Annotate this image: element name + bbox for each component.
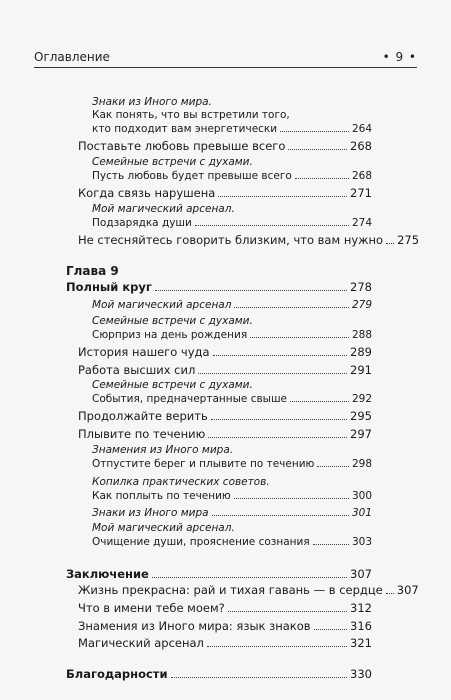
toc-entry-label: Поставьте любовь превыше всего bbox=[78, 139, 286, 154]
toc-page-number: 288 bbox=[351, 328, 372, 341]
toc-entry-label: Жизнь прекрасна: рай и тихая гавань — в сердце bbox=[78, 583, 383, 598]
header-page-number: • 9 • bbox=[382, 50, 417, 64]
toc-subentry-label: Сюрприз на день рождения bbox=[92, 328, 248, 341]
toc-subentry-label: Мой магический арсенал bbox=[92, 298, 232, 311]
toc-page-number: 300 bbox=[351, 489, 372, 502]
leader-dots bbox=[317, 466, 349, 467]
leader-dots bbox=[152, 577, 347, 578]
leader-dots bbox=[288, 149, 347, 150]
toc-entry-label: Продолжайте верить bbox=[78, 409, 208, 424]
toc-entry-label: Знамения из Иного мира: язык знаков bbox=[78, 618, 311, 633]
leader-dots bbox=[212, 515, 349, 516]
leader-dots bbox=[213, 355, 348, 356]
toc-section-label: Семейные встречи с духами. bbox=[92, 379, 253, 392]
leader-dots bbox=[280, 131, 349, 132]
running-header bbox=[34, 50, 417, 64]
toc-page-number: 297 bbox=[350, 427, 372, 441]
toc-page-number: 274 bbox=[351, 216, 372, 229]
toc-section-label: Семейные встречи с духами. bbox=[92, 155, 253, 168]
toc-subentry-label: Как поплыть по течению bbox=[92, 489, 231, 502]
toc-subentry-label: Пусть любовь будет превыше всего bbox=[92, 169, 292, 182]
toc-entry-label: Когда связь нарушена bbox=[78, 185, 216, 200]
toc-section-label: Копилка практических советов. bbox=[92, 475, 270, 488]
leader-dots bbox=[295, 178, 349, 179]
leader-dots bbox=[386, 243, 394, 244]
toc-page-number: 275 bbox=[397, 232, 420, 247]
toc-section-label: Мой магический арсенал. bbox=[92, 202, 235, 215]
toc-page-number: 330 bbox=[350, 667, 372, 682]
leader-dots bbox=[234, 498, 349, 499]
leader-dots bbox=[155, 290, 347, 291]
toc-page-number: 316 bbox=[350, 618, 372, 633]
leader-dots bbox=[313, 544, 349, 545]
header-title: Оглавление bbox=[34, 50, 110, 64]
toc-section-label: Знамения из Иного мира. bbox=[92, 443, 234, 456]
chapter-number: Глава 9 bbox=[66, 264, 119, 279]
thanks-title: Благодарности bbox=[66, 667, 168, 682]
leader-dots bbox=[250, 337, 349, 338]
leader-dots bbox=[208, 437, 347, 438]
header-rule bbox=[34, 67, 417, 68]
leader-dots bbox=[198, 373, 347, 374]
leader-dots bbox=[207, 646, 347, 647]
toc-entry-label: Плывите по течению bbox=[78, 427, 206, 441]
toc-section-label: Знаки из Иного мира. bbox=[92, 96, 212, 109]
leader-dots bbox=[218, 196, 347, 197]
toc-page-number: 271 bbox=[350, 185, 372, 200]
leader-dots bbox=[234, 307, 349, 308]
toc-page-number: 292 bbox=[351, 393, 372, 406]
toc-page-number: 268 bbox=[351, 169, 372, 182]
toc-page-number: 312 bbox=[350, 600, 372, 615]
toc-entry-label: История нашего чуда bbox=[78, 344, 210, 359]
leader-dots bbox=[228, 611, 347, 612]
toc-page-number: 307 bbox=[396, 583, 419, 598]
toc-page-number: 301 bbox=[351, 506, 372, 519]
toc-page-number: 289 bbox=[350, 344, 372, 359]
leader-dots bbox=[211, 419, 347, 420]
toc-entry-label: Магический арсенал bbox=[78, 636, 204, 651]
toc-page-number: 321 bbox=[350, 636, 372, 651]
leader-dots bbox=[386, 593, 394, 594]
toc-subentry-label: кто подходит вам энергетически bbox=[92, 123, 278, 136]
toc-subentry-line: Как понять, что вы встретили того, bbox=[92, 109, 290, 122]
toc-entry-label: Работа высших сил bbox=[78, 362, 196, 377]
toc-page-number: 268 bbox=[350, 139, 372, 154]
leader-dots bbox=[314, 629, 347, 630]
toc-page-number: 307 bbox=[350, 567, 372, 582]
toc-page-number: 295 bbox=[350, 409, 372, 424]
toc-subentry-label: Отпустите берег и плывите по течению bbox=[92, 457, 315, 470]
toc-page-number: 278 bbox=[350, 280, 372, 295]
toc-page-number: 303 bbox=[351, 536, 372, 549]
toc-page-number: 279 bbox=[351, 298, 372, 311]
conclusion-title: Заключение bbox=[66, 567, 149, 582]
leader-dots bbox=[171, 677, 348, 678]
toc-entry-label: Что в имени тебе моем? bbox=[78, 600, 225, 615]
toc-section-label: Мой магический арсенал. bbox=[92, 522, 235, 535]
toc-subentry-label: События, предначертанные свыше bbox=[92, 393, 288, 406]
toc-subentry-label: Очищение души, прояснение сознания bbox=[92, 536, 310, 549]
toc-page-number: 264 bbox=[351, 123, 372, 136]
toc-entry-label: Не стесняйтесь говорить близким, что вам нужно bbox=[78, 232, 384, 247]
chapter-title: Полный круг bbox=[66, 280, 152, 295]
leader-dots bbox=[290, 401, 349, 402]
leader-dots bbox=[195, 225, 349, 226]
toc-subentry-label: Знаки из Иного мира bbox=[92, 506, 209, 519]
toc-page-number: 298 bbox=[351, 457, 372, 470]
toc-section-label: Семейные встречи с духами. bbox=[92, 314, 253, 327]
toc-subentry-label: Подзарядка души bbox=[92, 216, 192, 229]
toc-page-number: 291 bbox=[350, 362, 372, 377]
